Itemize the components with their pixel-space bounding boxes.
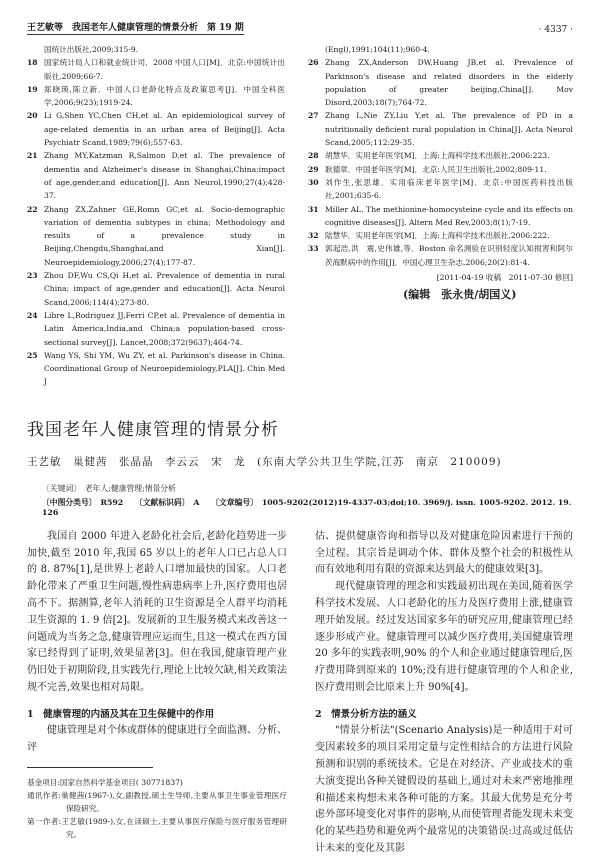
reference-item [308,149,573,162]
body-column-right [315,529,573,858]
footnote-divider [27,767,153,768]
reference-text: 国家统计局人口和就业统计司．2008 中国人口[M]．北京:中国统计出版社,2009;66-7. [44,58,285,81]
reference-text: Miller AL. The methionine-homocysteine cycle and its effects on cognitive diseases[J]. Altern Med Rev,2003;8(1);7-19. [325,204,573,227]
reference-number: 23 [27,271,38,281]
reference-text: 陆慧华．实用老年医学[M]．上海:上海科学技术出版社,2006:222. [325,231,550,241]
reference-item [27,349,285,389]
reference-number: 19 [27,84,38,94]
reference-item [308,229,573,242]
reference-text: 国统计出版社,2009;315-9. [44,45,139,54]
author-line: 王艺敏 巢健茜 张晶晶 李云云 宋 龙 (东南大学公共卫生学院,江苏 南京 210009) [27,455,502,468]
reference-text: Zhang L,Nie ZY,Liu Y,et al. The prevalence of PD in a nutritionally deficient rural population in China[J]. Acta Neurol Scand,2005;112:29-35. [325,111,573,148]
reference-number: 29 [308,164,319,174]
section-heading: 2 情景分析方法的涵义 [315,708,417,720]
keywords: 〔关键词〕 老年人;健康管理;情景分析 [42,483,176,493]
received-dates: [2011-04-19 收稿 2011-07-30 修回] [436,273,573,283]
reference-item [308,203,573,230]
running-header: 王艺敏等 我国老年人健康管理的情景分析 第 19 期 [27,20,244,35]
reference-item [308,43,573,56]
reference-text: 胡慧华．实用老年医学[M]．上海:上海科学技术出版社,2006:223. [325,151,550,161]
reference-number: 20 [27,111,38,121]
reference-item [27,56,285,83]
reference-text: 刘作生,张思雄．实用临床老年医学[M]．北京:中国医药科技出版社,2001;635-6. [325,177,573,201]
reference-item [308,163,573,176]
reference-text: Wang YS, Shi YM, Wu ZY, et al. Parkinson's disease in China. Coordinational Group of Neuroepidemiology,PLA[J]. Chin Med J [44,350,285,387]
references-section [27,35,573,389]
footnotes [27,776,287,841]
reference-number: 32 [308,231,319,241]
reference-item [308,109,573,149]
reference-text: Zhang MY,Katzman R,Salmon D,et al. The prevalence of dementia and Alzheimer's disease in Shanghai,China;impact of age,gender,and education[J]. Ann Neurol,1990;27(4);428-37. [44,151,285,201]
reference-text: 耿德章．中国老年医学[M]．北京:人民卫生出版社,2002;809-11. [325,164,547,174]
reference-number: 30 [308,177,319,187]
header-row [27,20,573,35]
reference-number: 25 [27,350,38,360]
reference-item [27,309,285,349]
body-section [27,517,573,858]
article-title: 我国老年人健康管理的情景分析 [27,419,279,440]
reference-list-left [27,43,285,389]
reference-item [308,176,573,203]
reference-number: 31 [308,204,319,214]
reference-number: 18 [27,58,38,68]
reference-text: Zhou DF,Wu CS,Qi H,et al. Prevalence of dementia in rural China; impact of age,gender and education[J]. Acta Neurol Scand,2006;114(4);273-80. [44,271,285,307]
reference-text: Zhang ZX,Zahner GE,Romn GC,et al. Socio-demographic variation of dementia subtypes in china; Methodology and results of a prevalence study in Beijing,Chengdu,Shanghai,and Xian[J]. Neuroepidemiology,2006;27(4);177-87. [44,204,285,267]
footnote-funding: 基金项目:国家自然科学基金项目( 30771837) [27,778,183,788]
body-paragraph: 估、提供健康咨询和指导以及对健康危险因素进行干预的全过程。其宗旨是调动个体、群体及整个社会的积极性从而有效地利用有限的资源来达到最大的健康效果[3]。 [315,530,573,576]
reference-item [308,56,573,109]
reference-number: 24 [27,310,38,320]
reference-item [27,269,285,309]
reference-item [27,43,285,56]
body-column-left [27,529,287,858]
editor-credit: (编辑 张永贵/胡国义) [403,288,517,302]
reference-text: Li G,Shen YC,Chen CH,et al. An epidemiological survey of age-related dementia in an urban area of Beijing[J]. Acta Psychiatr Scand,1989;79(6);557-63. [44,111,285,148]
section-heading: 1 健康管理的内涵及其在卫生保健中的作用 [27,708,215,720]
reference-item [27,83,285,110]
reference-number: 21 [27,151,38,161]
reference-item [27,203,285,269]
reference-text: Zhang ZX,Anderson DW,Huang JB,et al. Prevalence of Parkinson's disease and related disorders in the elderly population of greater beijing,China[J]. Mov Disord,2003;18(7);764-72. [325,58,573,108]
body-paragraph: 健康管理是对个体或群体的健康进行全面监测、分析、评 [27,725,287,754]
reference-number: 26 [308,58,319,68]
reference-item [308,242,573,269]
reference-number: 22 [27,204,38,214]
reference-number: 33 [308,244,319,254]
body-paragraph: 现代健康管理的理念和实践最初出现在美国,随着医学科学技术发展、人口老龄化的压力及医疗费用上涨,健康管理开始发展。经过发达国家多年的研究应用,健康管理已经逐步形成产业。健康管理可以减少医疗费用,美国健康管理 20 多年的实践表明,90% 的个人和企业通过健康管理后,医疗费用降到原来的 10%;没有进行健康管理的个人和企业,医疗费用则会比原来上升 90%[4]。 [315,581,573,693]
page-number: · 4337 · [538,25,573,35]
footnote-corresponding-author: 通讯作者:巢健茜(1967-),女,副教授,硕士生导师,主要从事卫生事业管理医疗保险研究。 [27,791,287,814]
reference-item [27,109,285,149]
reference-number: 28 [308,151,319,161]
reference-text: 郑晓瑛,陈立新．中国人口老龄化特点及政策思考[J]．中国全科医学,2006;9(23);1919-24. [44,84,285,108]
body-paragraph: 我国自 2000 年进入老龄化社会后,老龄化趋势进一步加快,截至 2010 年,我国 65 岁以上的老年人口已占总人口的 8. 87%[1],是世界上老龄人口增加最快的国家。人口老龄化带来了严重卫生问题,慢性病患病率上升,医疗费用也居高不下。据测算,老年人消耗的卫生资源是全人群平均消耗卫生资源的 1. 9 倍[2]。发展新的卫生服务模式来改善这一问题成为当务之急,健康管理应运而生,且这一模式在西方国家已经得到了证明,效果显著[3]。但在我国,健康管理产业仍旧处于初期阶段,且实践先行,理论上比较欠缺,相关政策法规不完善,效果也相对局限。 [27,530,287,693]
footnote-first-author: 第一作者:王艺敏(1989-),女,在读硕士,主要从事医疗保险与医疗服务管理研究。 [27,817,287,840]
classification-line: 〔中图分类号〕 R592 〔文献标识码〕 A 〔文章编号〕 1005-9202(2012)19-4337-03;doi;10. 3969/j. issn. 1005-9202. 2012. 19. 126 [42,497,572,517]
reference-list-right [308,43,573,389]
reference-number: 27 [308,111,319,121]
reference-text: 郭起浩,洪 震,史伟雄,等．Boston 命名测验在识别轻度认知损害和阿尔茨海默病中的作用[J]．中国心理卫生杂志,2006;20(2):81-4. [325,244,573,267]
reference-text: (Engl),1991;104(11);960-4. [325,45,430,54]
reference-item [27,149,285,202]
body-paragraph: "情景分析法"(Scenario Analysis)是一种适用于对可变因素较多的项目采用定量与定性相结合的方法进行风险预测和识别的系统技术。它是在对经济、产业或技术的重大演变提出各种关键假设的基础上,通过对未来严密地推理和描述来构想未来各种可能的方案。其最大优势是充分考虑外部环境变化对事件的影响,从而使管理者能发现未来变化的某些趋势和避免两个最常见的决策错误:过高或过低估计未来的变化及其影 [315,725,573,855]
reference-text: Libre L,Rodriguez JJ,Ferri CP,et al. Prevalence of dementia in Latin America,India,and China;a population-based cross-sectional survey[J]. Lancet,2008;372(9637);464-74. [44,310,285,347]
